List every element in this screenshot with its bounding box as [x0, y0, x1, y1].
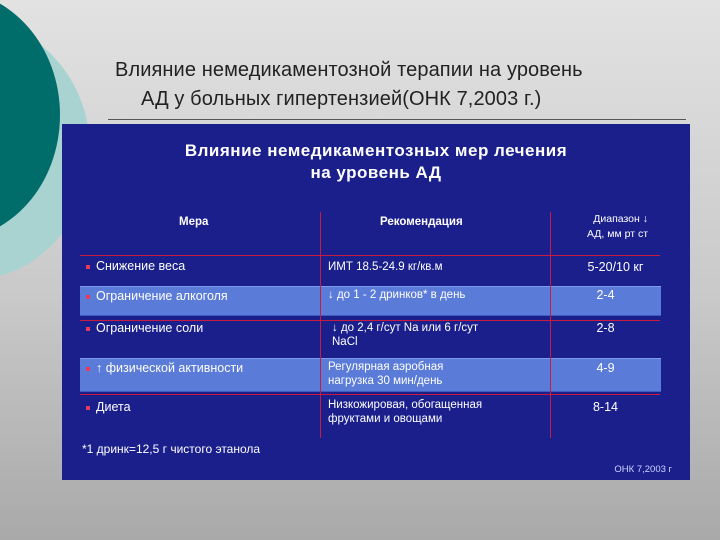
footnote: *1 дринк=12,5 г чистого этанола: [82, 442, 261, 456]
slide-title: [115, 56, 705, 114]
bullet-icon: [86, 406, 90, 410]
table-panel: [62, 124, 690, 480]
header-recommendation: Рекомендация: [380, 216, 463, 228]
bullet-icon: [86, 265, 90, 269]
table-row: [86, 259, 185, 274]
row-recommendation: ИМТ 18.5-24.9 кг/кв.м: [328, 261, 443, 273]
table-row: [86, 321, 203, 336]
row-recommendation: [332, 321, 478, 349]
source-note: ОНК 7,2003 г: [614, 464, 672, 475]
row-recommendation: ↓ до 1 - 2 дринков* в день: [328, 289, 466, 301]
row-recommendation: [328, 360, 443, 388]
column-divider-right: [550, 212, 551, 438]
slide-title-line1: Влияние немедикаментозной терапии на уровень: [115, 59, 583, 81]
header-divider: [80, 255, 660, 256]
bullet-icon: [86, 295, 90, 299]
slide-title-line2: АД у больных гипертензией(ОНК 7,2003 г.): [141, 88, 542, 110]
row-measure: Ограничение соли: [96, 321, 204, 335]
table-row: [86, 400, 131, 415]
bullet-icon: [86, 367, 90, 371]
row-range: 2-8: [596, 321, 615, 335]
table-row: [86, 289, 228, 304]
row-recommendation-line2: NaCl: [332, 336, 358, 348]
row-divider: [80, 394, 660, 395]
header-measure: Мера: [179, 216, 209, 228]
panel-title-line2: на уровень АД: [310, 163, 442, 182]
column-divider-left: [320, 212, 321, 438]
row-measure: Снижение веса: [96, 259, 186, 273]
panel-title: [62, 140, 690, 184]
panel-title-line1: Влияние немедикаментозных мер лечения: [184, 141, 568, 160]
header-range-line2: АД, мм рт ст: [586, 228, 648, 240]
row-recommendation: [328, 398, 482, 426]
row-recommendation-line1: Низкожировая, обогащенная: [328, 399, 483, 411]
row-range: 8-14: [592, 400, 619, 414]
row-range: 5-20/10 кг: [587, 260, 644, 274]
row-measure: Диета: [96, 400, 131, 414]
row-range: 4-9: [596, 361, 615, 375]
row-recommendation-line2: фруктами и овощами: [328, 413, 443, 425]
row-measure: ↑ физической активности: [96, 361, 244, 375]
row-range: 2-4: [596, 288, 615, 302]
bullet-icon: [86, 327, 90, 331]
header-range: [552, 212, 648, 242]
row-recommendation-line2: нагрузка 30 мин/день: [328, 375, 443, 387]
row-recommendation-line1: Регулярная аэробная: [328, 361, 444, 373]
row-measure: Ограничение алкоголя: [96, 289, 228, 303]
title-rule: [108, 119, 686, 120]
table-row: [86, 361, 243, 376]
header-range-line1: Диапазон ↓: [593, 213, 648, 225]
row-recommendation-line1: ↓ до 2,4 г/сут Na или 6 г/сут: [332, 322, 479, 334]
